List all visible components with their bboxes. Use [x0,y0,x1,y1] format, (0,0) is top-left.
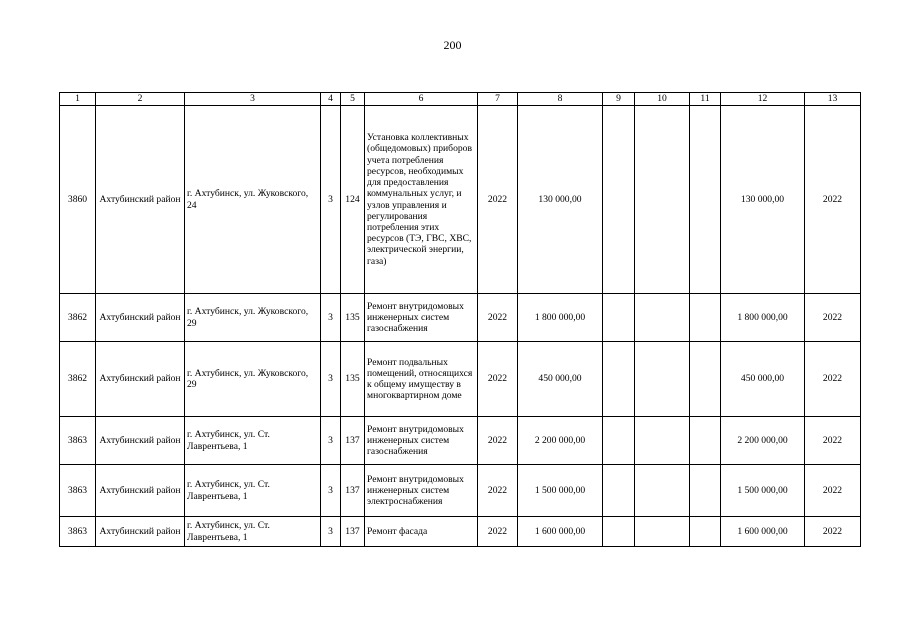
header-cell: 5 [341,93,365,106]
col-9 [603,342,635,417]
header-cell: 3 [185,93,321,106]
col-10 [635,106,690,294]
col-4: 3 [321,517,341,547]
year: 2022 [478,106,518,294]
header-cell: 7 [478,93,518,106]
col-11 [690,106,721,294]
completion-year: 2022 [805,342,861,417]
col-4: 3 [321,294,341,342]
col-5: 135 [341,294,365,342]
col-12-amount: 2 200 000,00 [721,417,805,465]
header-cell: 11 [690,93,721,106]
col-9 [603,106,635,294]
total-amount: 1 500 000,00 [518,465,603,517]
header-cell: 2 [96,93,185,106]
col-9 [603,417,635,465]
col-4: 3 [321,342,341,417]
table-row [60,417,861,465]
address: г. Ахтубинск, ул. Жуковского, 29 [185,342,321,417]
table-row [60,517,861,547]
work-description: Ремонт подвальных помещений, относящихся к общему имуществу в многоквартирном доме [365,342,478,417]
table-row [60,465,861,517]
col-12-amount: 1 600 000,00 [721,517,805,547]
col-9 [603,294,635,342]
year: 2022 [478,465,518,517]
col-11 [690,294,721,342]
header-cell: 8 [518,93,603,106]
col-9 [603,517,635,547]
district: Ахтубинский район [96,106,185,294]
header-cell: 6 [365,93,478,106]
col-10 [635,417,690,465]
total-amount: 450 000,00 [518,342,603,417]
district: Ахтубинский район [96,465,185,517]
district: Ахтубинский район [96,517,185,547]
table-row [60,294,861,342]
address: г. Ахтубинск, ул. Жуковского, 24 [185,106,321,294]
row-id: 3863 [60,465,96,517]
header-cell: 4 [321,93,341,106]
year: 2022 [478,517,518,547]
district: Ахтубинский район [96,294,185,342]
row-id: 3862 [60,342,96,417]
year: 2022 [478,342,518,417]
col-4: 3 [321,106,341,294]
col-5: 124 [341,106,365,294]
col-9 [603,465,635,517]
work-description: Ремонт внутридомовых инженерных систем газоснабжения [365,294,478,342]
completion-year: 2022 [805,294,861,342]
col-11 [690,417,721,465]
year: 2022 [478,294,518,342]
col-12-amount: 450 000,00 [721,342,805,417]
col-5: 137 [341,465,365,517]
col-10 [635,294,690,342]
header-cell: 1 [60,93,96,106]
col-11 [690,517,721,547]
col-4: 3 [321,465,341,517]
col-12-amount: 1 800 000,00 [721,294,805,342]
work-description: Ремонт фасада [365,517,478,547]
address: г. Ахтубинск, ул. Ст. Лаврентьева, 1 [185,465,321,517]
col-5: 137 [341,517,365,547]
col-4: 3 [321,417,341,465]
completion-year: 2022 [805,417,861,465]
total-amount: 1 800 000,00 [518,294,603,342]
header-cell: 12 [721,93,805,106]
row-id: 3860 [60,106,96,294]
col-10 [635,517,690,547]
header-cell: 10 [635,93,690,106]
work-description: Ремонт внутридомовых инженерных систем электроснабжения [365,465,478,517]
table-row [60,106,861,294]
header-cell: 13 [805,93,861,106]
capital-repair-table [59,92,861,547]
total-amount: 1 600 000,00 [518,517,603,547]
completion-year: 2022 [805,106,861,294]
header-row [60,93,861,106]
year: 2022 [478,417,518,465]
address: г. Ахтубинск, ул. Ст. Лаврентьева, 1 [185,517,321,547]
completion-year: 2022 [805,517,861,547]
table-row [60,342,861,417]
col-11 [690,342,721,417]
col-11 [690,465,721,517]
row-id: 3862 [60,294,96,342]
col-12-amount: 130 000,00 [721,106,805,294]
col-12-amount: 1 500 000,00 [721,465,805,517]
district: Ахтубинский район [96,417,185,465]
work-description: Установка коллективных (общедомовых) приборов учета потребления ресурсов, необходимых для предоставления коммунальных услуг, и узлов управления и регулирования потребления этих ресурсов (ТЭ, ГВС, ХВС, электрической энергии, газа) [365,106,478,294]
district: Ахтубинский район [96,342,185,417]
address: г. Ахтубинск, ул. Ст. Лаврентьева, 1 [185,417,321,465]
total-amount: 2 200 000,00 [518,417,603,465]
completion-year: 2022 [805,465,861,517]
col-5: 135 [341,342,365,417]
address: г. Ахтубинск, ул. Жуковского, 29 [185,294,321,342]
col-5: 137 [341,417,365,465]
row-id: 3863 [60,517,96,547]
col-10 [635,465,690,517]
row-id: 3863 [60,417,96,465]
page-number: 200 [443,38,462,52]
work-description: Ремонт внутридомовых инженерных систем газоснабжения [365,417,478,465]
header-cell: 9 [603,93,635,106]
total-amount: 130 000,00 [518,106,603,294]
col-10 [635,342,690,417]
